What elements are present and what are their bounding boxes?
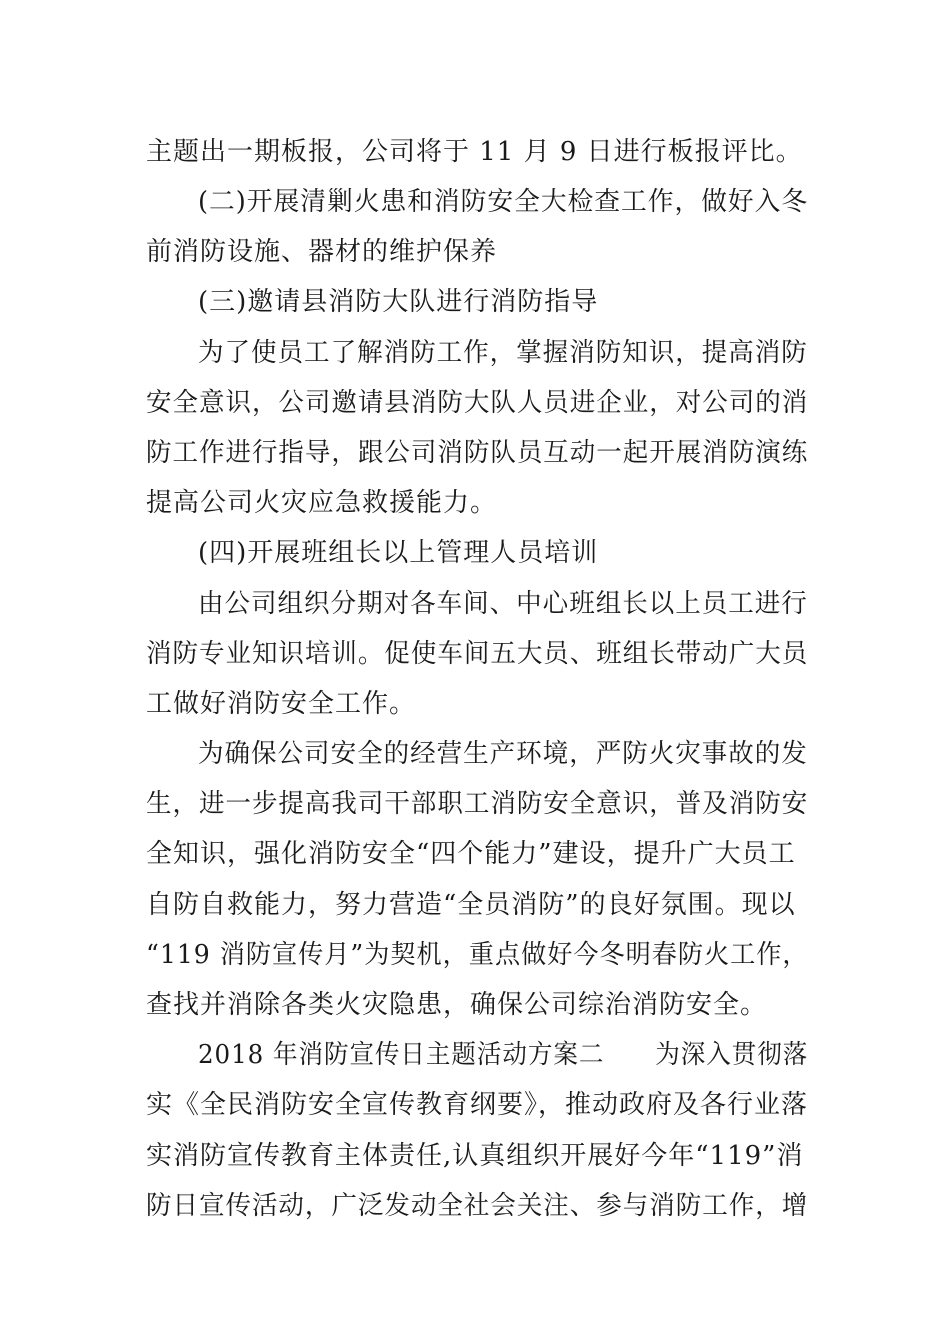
text-line: 为确保公司安全的经营生产环境，严防火灾事故的发: [198, 739, 808, 769]
text-line: 防工作进行指导，跟公司消防队员互动一起开展消防演练: [146, 438, 809, 468]
text-line: 实《全民消防安全宣传教育纲要》，推动政府及各行业落: [146, 1090, 809, 1120]
section-heading: 2018 年消防宣传日主题活动方案二 为深入贯彻落: [198, 1040, 809, 1070]
text-line: “119 消防宣传月”为契机，重点做好今冬明春防火工作，: [146, 940, 809, 970]
text-line: 生，进一步提高我司干部职工消防安全意识，普及消防安: [146, 789, 809, 819]
text-line: 自防自救能力，努力营造“全员消防”的良好氛围。现以: [146, 890, 796, 920]
text-line: 工做好消防安全工作。: [146, 689, 417, 719]
section-heading: (三)邀请县消防大队进行消防指导: [198, 287, 599, 317]
section-heading: (四)开展班组长以上管理人员培训: [198, 538, 599, 568]
text-line: 安全意识，公司邀请县消防大队人员进企业，对公司的消: [146, 388, 809, 418]
section-heading: (二)开展清剿火患和消防安全大检查工作，做好入冬: [198, 187, 809, 217]
text-line: 实消防宣传教育主体责任,认真组织开展好今年“119”消: [146, 1141, 804, 1171]
text-line: 提高公司火灾应急救援能力。: [146, 488, 498, 518]
text-line: 防日宣传活动，广泛发动全社会关注、参与消防工作，增: [146, 1191, 809, 1221]
text-line: 查找并消除各类火灾隐患，确保公司综治消防安全。: [146, 990, 768, 1020]
text-line: 主题出一期板报，公司将于 11 月 9 日进行板报评比。: [146, 137, 803, 167]
text-line: 为了使员工了解消防工作，掌握消防知识，提高消防: [198, 338, 808, 368]
text-line: 全知识，强化消防安全“四个能力”建设，提升广大员工: [146, 839, 796, 869]
text-line: 消防专业知识培训。促使车间五大员、班组长带动广大员: [146, 639, 809, 669]
text-line: 前消防设施、器材的维护保养: [146, 237, 498, 267]
text-line: 由公司组织分期对各车间、中心班组长以上员工进行: [198, 589, 808, 619]
